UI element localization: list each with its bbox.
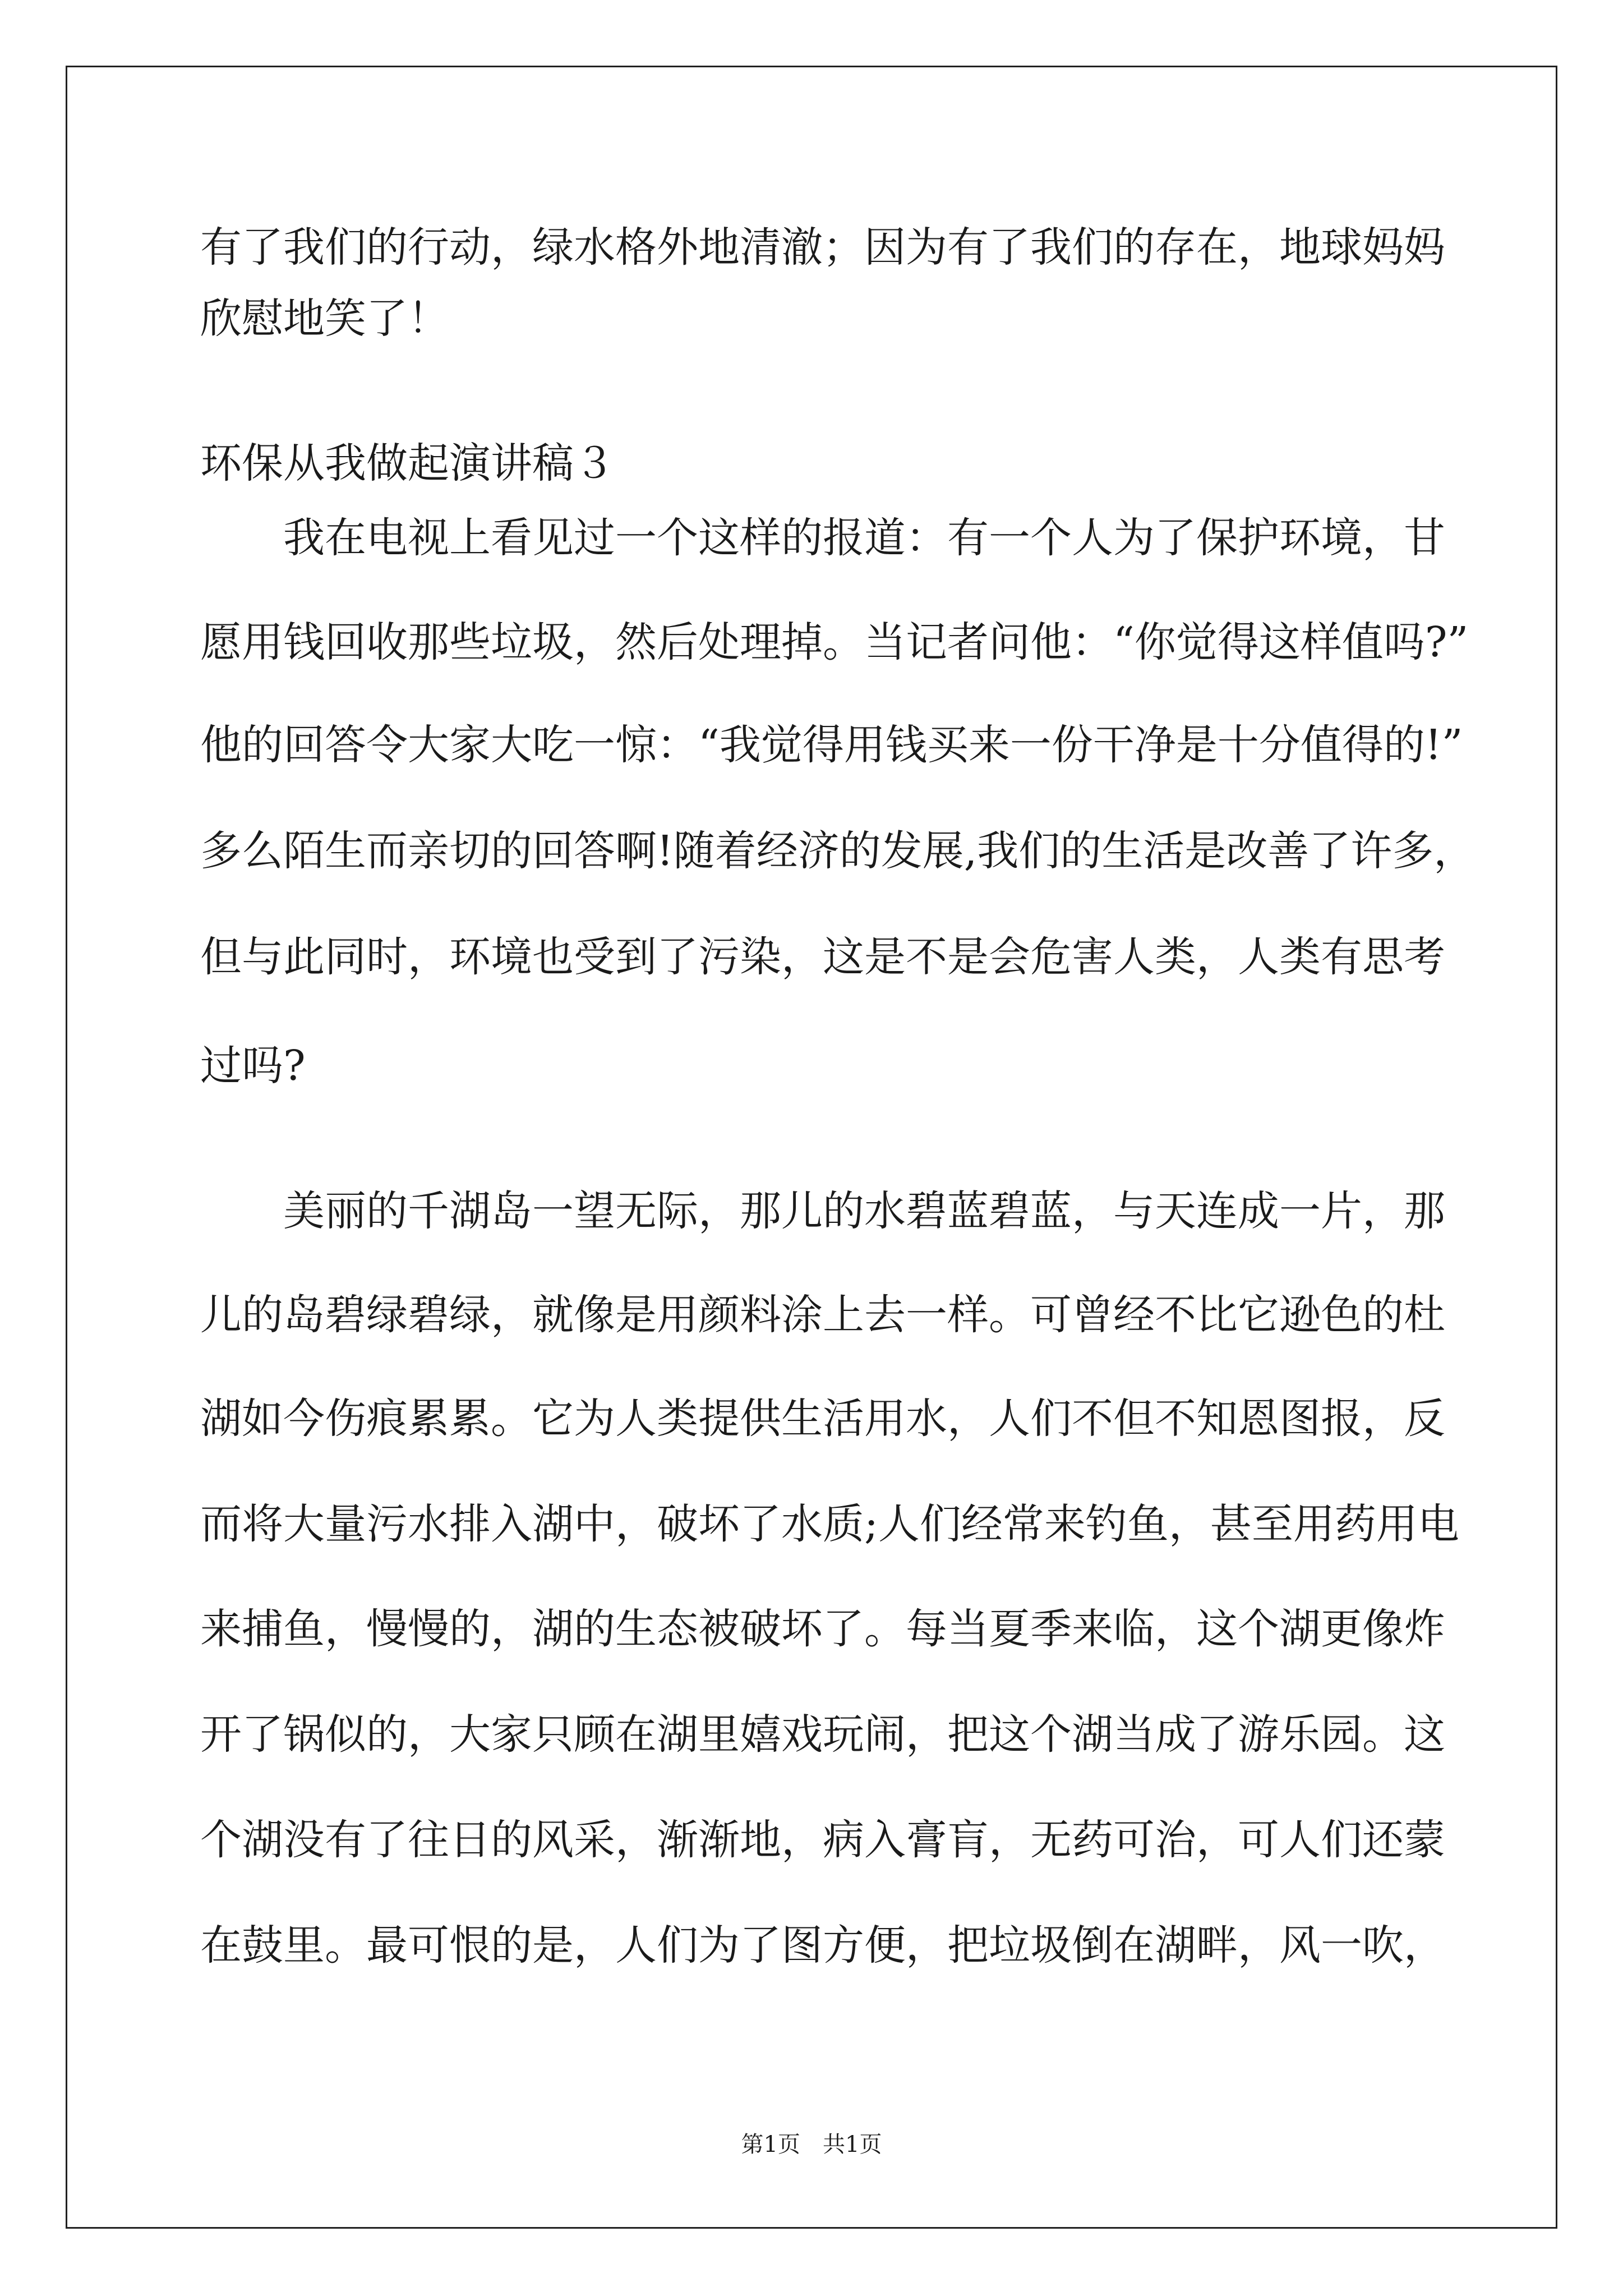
text-line: 在鼓里。最可恨的是，人们为了图方便，把垃圾倒在湖畔，风一吹， — [200, 1921, 1445, 1970]
text-line: 儿的岛碧绿碧绿，就像是用颜料涂上去一样。可曾经不比它逊色的杜 — [200, 1291, 1445, 1339]
text-line: 开了锅似的，大家只顾在湖里嬉戏玩闹，把这个湖当成了游乐园。这 — [200, 1710, 1445, 1759]
text-line: 过吗? — [200, 1042, 306, 1090]
text-line: 而将大量污水排入湖中，破坏了水质;人们经常来钓鱼，甚至用药用电 — [200, 1500, 1459, 1548]
section-title: 环保从我做起演讲稿３ — [200, 439, 615, 487]
text-line: 多么陌生而亲切的回答啊!随着经济的发展,我们的生活是改善了许多， — [200, 827, 1476, 875]
page-footer: 第1页 共1页 — [741, 2132, 882, 2157]
text-line: 愿用钱回收那些垃圾，然后处理掉。当记者问他：“你觉得这样值吗?” — [200, 618, 1469, 666]
text-line: 湖如今伤痕累累。它为人类提供生活用水，人们不但不知恩图报，反 — [200, 1395, 1445, 1443]
text-line: 他的回答令大家大吃一惊：“我觉得用钱买来一份干净是十分值得的!” — [200, 721, 1463, 769]
text-line: 我在电视上看见过一个这样的报道：有一个人为了保护环境，甘 — [200, 514, 1445, 562]
text-line: 有了我们的行动，绿水格外地清澈；因为有了我们的存在，地球妈妈 — [200, 223, 1445, 272]
text-line: 个湖没有了往日的风采，渐渐地，病入膏肓，无药可治，可人们还蒙 — [200, 1816, 1445, 1864]
page-border — [66, 66, 1557, 2229]
text-line: 欣慰地笑了！ — [200, 295, 449, 343]
text-line: 但与此同时，环境也受到了污染，这是不是会危害人类，人类有思考 — [200, 933, 1445, 981]
text-line: 来捕鱼，慢慢的，湖的生态被破坏了。每当夏季来临，这个湖更像炸 — [200, 1605, 1445, 1653]
text-line: 美丽的千湖岛一望无际，那儿的水碧蓝碧蓝，与天连成一片，那 — [200, 1187, 1445, 1235]
